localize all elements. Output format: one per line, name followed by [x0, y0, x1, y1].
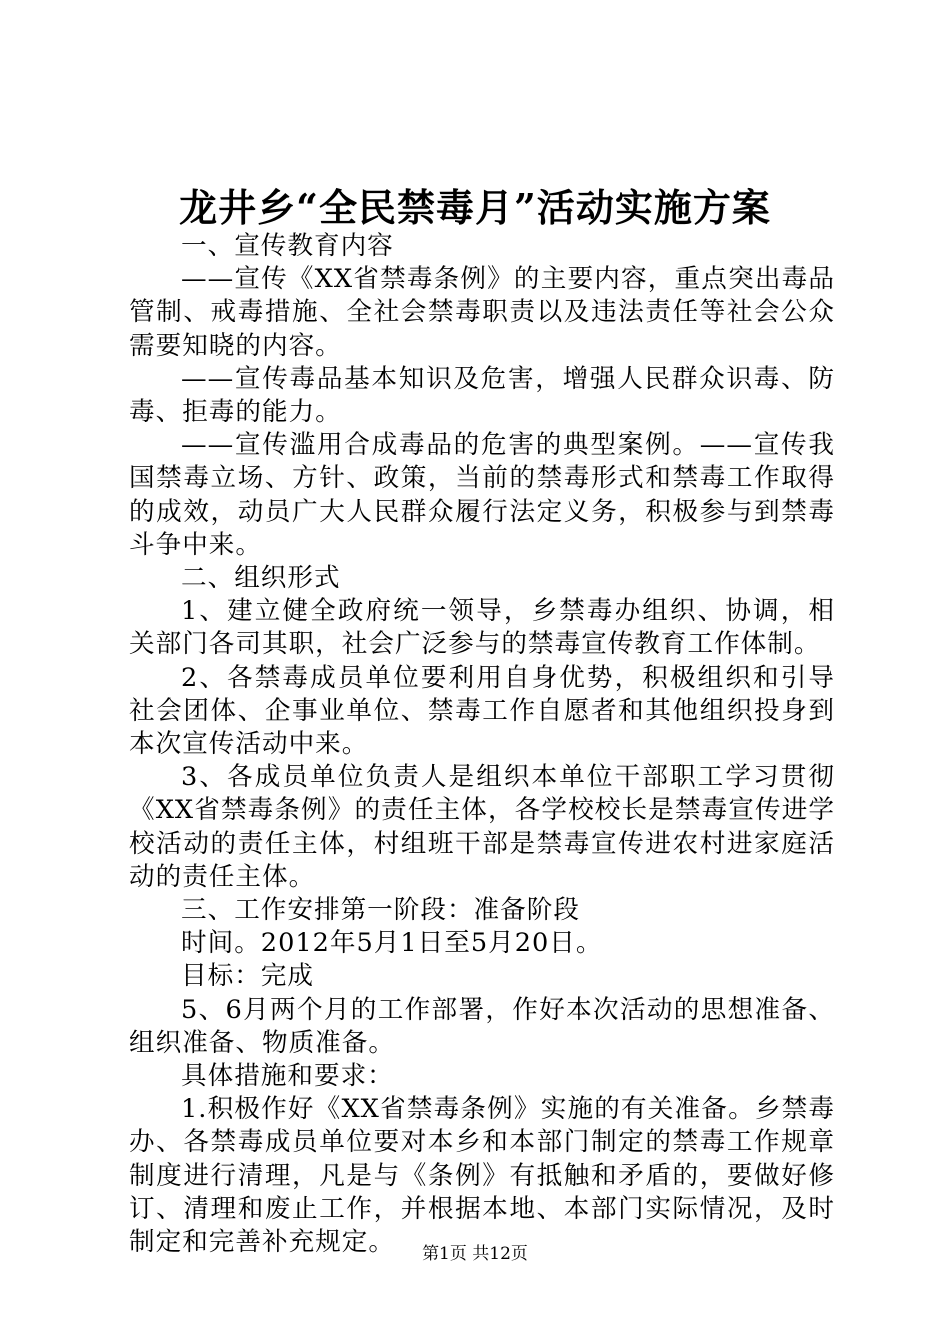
paragraph: 1.积极作好《XX省禁毒条例》实施的有关准备。乡禁毒办、各禁毒成员单位要对本乡和本部门制定的禁毒工作规章制度进行清理，凡是与《条例》有抵触和矛盾的，要做好修订、清理和废止工作，并根据本地、本部门实际情况，及时制定和完善补充规定。 — [129, 1094, 835, 1258]
section-heading-1: 一、宣传教育内容 — [181, 231, 394, 261]
section-heading-2: 二、组织形式 — [181, 563, 341, 594]
paragraph: ——宣传毒品基本知识及危害，增强人民群众识毒、防毒、拒毒的能力。 — [129, 363, 835, 428]
section-heading-3: 三、工作安排第一阶段：准备阶段 — [181, 895, 580, 926]
paragraph: 5、6月两个月的工作部署，作好本次活动的思想准备、组织准备、物质准备。 — [129, 994, 835, 1058]
paragraph: ——宣传《XX省禁毒条例》的主要内容，重点突出毒品管制、戒毒措施、全社会禁毒职责以及违法责任等社会公众需要知晓的内容。 — [129, 264, 835, 361]
paragraph: 3、各成员单位负责人是组织本单位干部职工学习贯彻《XX省禁毒条例》的责任主体，各学校校长是禁毒宣传进学校活动的责任主体，村组班干部是禁毒宣传进农村进家庭活动的责任主体。 — [129, 762, 835, 892]
paragraph: ——宣传滥用合成毒品的危害的典型案例。——宣传我国禁毒立场、方针、政策，当前的禁毒形式和禁毒工作取得的成效，动员广大人民群众履行法定义务，积极参与到禁毒斗争中来。 — [129, 430, 835, 560]
paragraph: 1、建立健全政府统一领导，乡禁毒办组织、协调，相关部门各司其职，社会广泛参与的禁毒宣传教育工作体制。 — [129, 596, 835, 660]
document-body — [129, 230, 835, 1259]
paragraph: 时间。2012年5月1日至5月20日。 — [181, 928, 603, 959]
paragraph: 具体措施和要求： — [181, 1061, 394, 1092]
paragraph: 目标：完成 — [181, 961, 314, 992]
paragraph: 2、各禁毒成员单位要利用自身优势，积极组织和引导社会团体、企事业单位、禁毒工作自愿者和其他组织投身到本次宣传活动中来。 — [129, 662, 835, 760]
page-title: 龙井乡“全民禁毒月”活动实施方案 — [179, 185, 771, 230]
page-footer: 第1页 共12页 — [422, 1244, 528, 1264]
